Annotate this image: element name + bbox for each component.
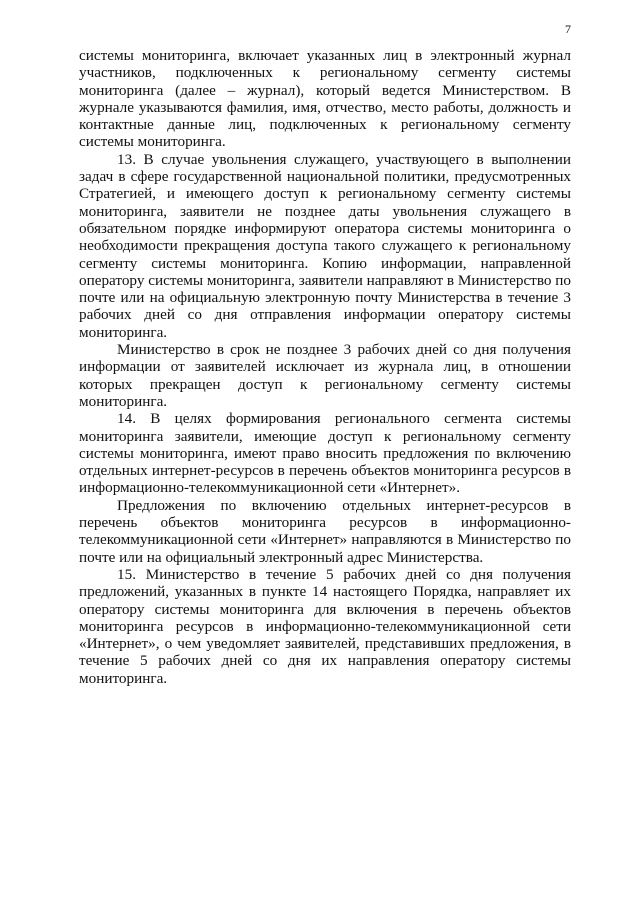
paragraph-item-14: 14. В целях формирования регионального сегмента системы мониторинга заявители, имеющие доступ к региональному сегменту системы мониторинга, имеют право вносить предложения по включению отдельных интернет-ресурсов в перечень объектов мониторинга ресурсов в информационно-телекоммуникационной сети «Интернет». (79, 410, 571, 497)
paragraph-continuation: системы мониторинга, включает указанных лиц в электронный журнал участников, подключенных к региональному сегменту системы мониторинга (далее – журнал), который ведется Министерством. В журнале указываются фамилия, имя, отчество, место работы, должность и контактные данные лиц, подключенных к региональному сегменту системы мониторинга. (79, 47, 571, 151)
document-body (79, 47, 571, 687)
paragraph-item-13: 13. В случае увольнения служащего, участвующего в выполнении задач в сфере государственной национальной политики, предусмотренных Стратегией, и имеющего доступ к региональному сегменту системы мониторинга, заявители не позднее даты увольнения служащего в обязательном порядке информируют оператора системы мониторинга о необходимости прекращения доступа такого служащего к региональному сегменту системы мониторинга. Копию информации, направленной оператору системы мониторинга, заявители направляют в Министерство по почте или на официальную электронную почту Министерства в течение 3 рабочих дней со дня отправления информации оператору системы мониторинга. (79, 150, 571, 341)
paragraph-proposals: Предложения по включению отдельных интернет-ресурсов в перечень объектов мониторинга ресурсов в информационно-телекоммуникационной сети «Интернет» направляются в Министерство по почте или на официальный электронный адрес Министерства. (79, 496, 571, 566)
paragraph-item-15: 15. Министерство в течение 5 рабочих дней со дня получения предложений, указанных в пункте 14 настоящего Порядка, направляет их оператору системы мониторинга для включения в перечень объектов мониторинга ресурсов в информационно-телекоммуникационной сети «Интернет», о чем уведомляет заявителей, представивших предложения, в течение 5 рабочих дней со дня их направления оператору системы мониторинга. (79, 565, 571, 687)
paragraph-ministry-exclusion: Министерство в срок не позднее 3 рабочих дней со дня получения информации от заявителей исключает из журнала лиц, в отношении которых прекращен доступ к региональному сегменту системы мониторинга. (79, 341, 571, 410)
page-number: 7 (565, 22, 571, 36)
